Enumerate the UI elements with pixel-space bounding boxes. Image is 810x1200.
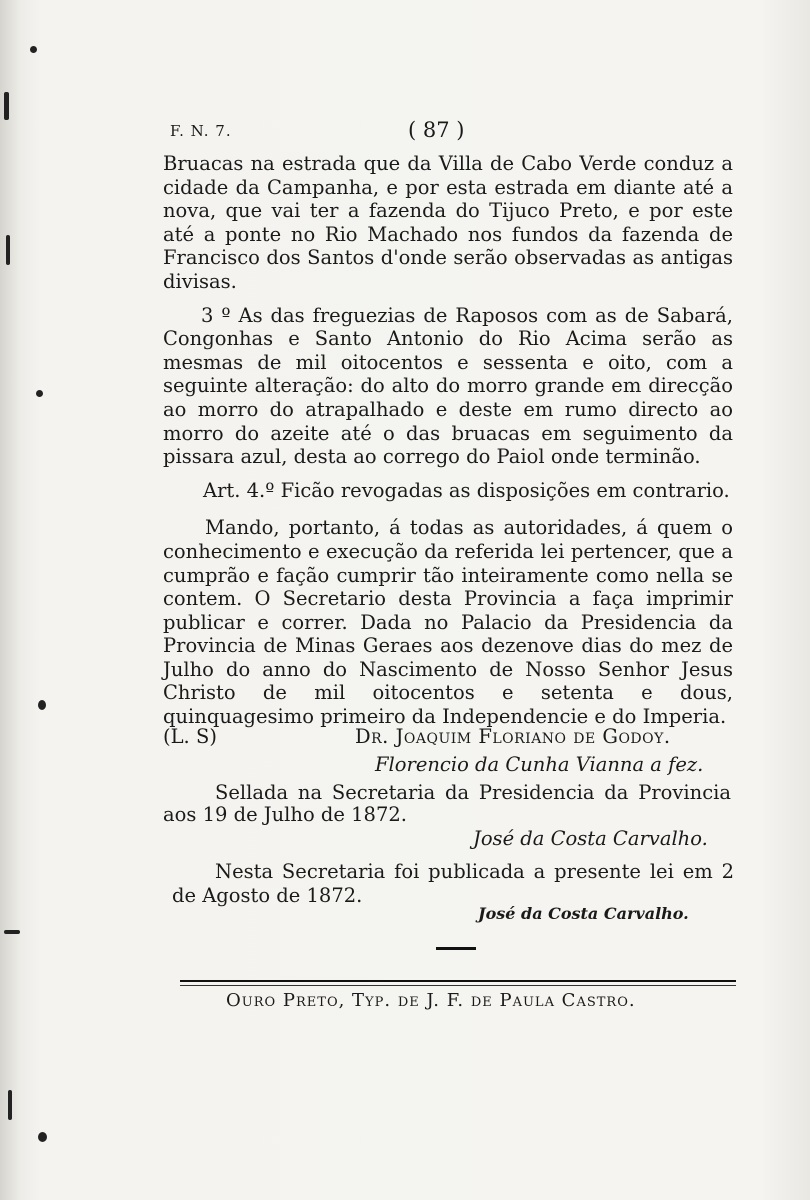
ink-speck: [4, 92, 9, 120]
ink-speck: [36, 390, 43, 397]
ink-speck: [38, 700, 46, 710]
page-edge-shadow: [0, 0, 22, 1200]
signature-row: [163, 725, 733, 751]
document-body: [163, 152, 733, 729]
publicada-signer: José da Costa Carvalho.: [478, 904, 689, 923]
ink-speck: [8, 1090, 12, 1120]
seal-mark: (L. S): [163, 725, 217, 748]
ink-speck: [30, 46, 37, 53]
signer-name: Dr. Joaquim Floriano de Godoy.: [355, 725, 671, 748]
imprint-divider: [180, 980, 736, 982]
paragraph-article-4: Art. 4.º Ficão revogadas as disposições em contrario.: [203, 478, 730, 502]
page-number: ( 87 ): [408, 118, 465, 142]
printer-imprint: Ouro Preto, Typ. de J. F. de Paula Castro.: [226, 990, 636, 1011]
paragraph-bruacas: Bruacas na estrada que da Villa de Cabo Verde conduz a cidade da Campanha, e por esta estrada em diante até a nova, que vai ter a fazenda do Tijuco Preto, e por este até a ponte no Rio Machado nos fundos da fazenda de Francisco dos Santos d'onde serão observadas as antigas divisas.: [163, 152, 733, 293]
sellada-paragraph: Sellada na Secretaria da Presidencia da Provincia aos 19 de Julho de 1872.: [163, 781, 731, 826]
scribe-line: Florencio da Cunha Vianna a fez.: [375, 753, 704, 776]
header-signature-mark: F. N. 7.: [170, 122, 232, 140]
sellada-signer: José da Costa Carvalho.: [473, 827, 708, 850]
ink-speck: [38, 1132, 47, 1142]
paragraph-mando: Mando, portanto, á todas as autoridades, á quem o conhecimento e execução da referida lei pertencer, que a cumprão e fação cumprir tão inteiramente como nella se contem. O Secretario desta Provincia a faça imprimir publicar e correr. Dada no Palacio da Presidencia da Provincia de Minas Geraes aos dezenove dias do mez de Julho do anno do Nascimento de Nosso Senhor Jesus Christo de mil oitocentos e setenta e dous, quinquagesimo primeiro da Independencie e do Imperia.: [163, 516, 733, 729]
imprint-divider-thin: [180, 985, 736, 986]
publicada-paragraph: Nesta Secretaria foi publicada a presente lei em 2 de Agosto de 1872.: [172, 860, 734, 907]
short-divider: [436, 947, 476, 950]
page-header: [170, 118, 730, 146]
paragraph-item-3: 3 º As das freguezias de Raposos com as de Sabará, Congonhas e Santo Antonio do Rio Acima serão as mesmas de mil oitocentos e sessenta e oito, com a seguinte alteração: do alto do morro grande em direcção ao morro do atrapalhado e deste em rumo directo ao morro do azeite até o das bruacas em seguimento da pissara azul, desta ao corrego do Paiol onde terminão.: [163, 303, 733, 469]
ink-speck: [4, 930, 20, 934]
ink-speck: [6, 235, 10, 265]
